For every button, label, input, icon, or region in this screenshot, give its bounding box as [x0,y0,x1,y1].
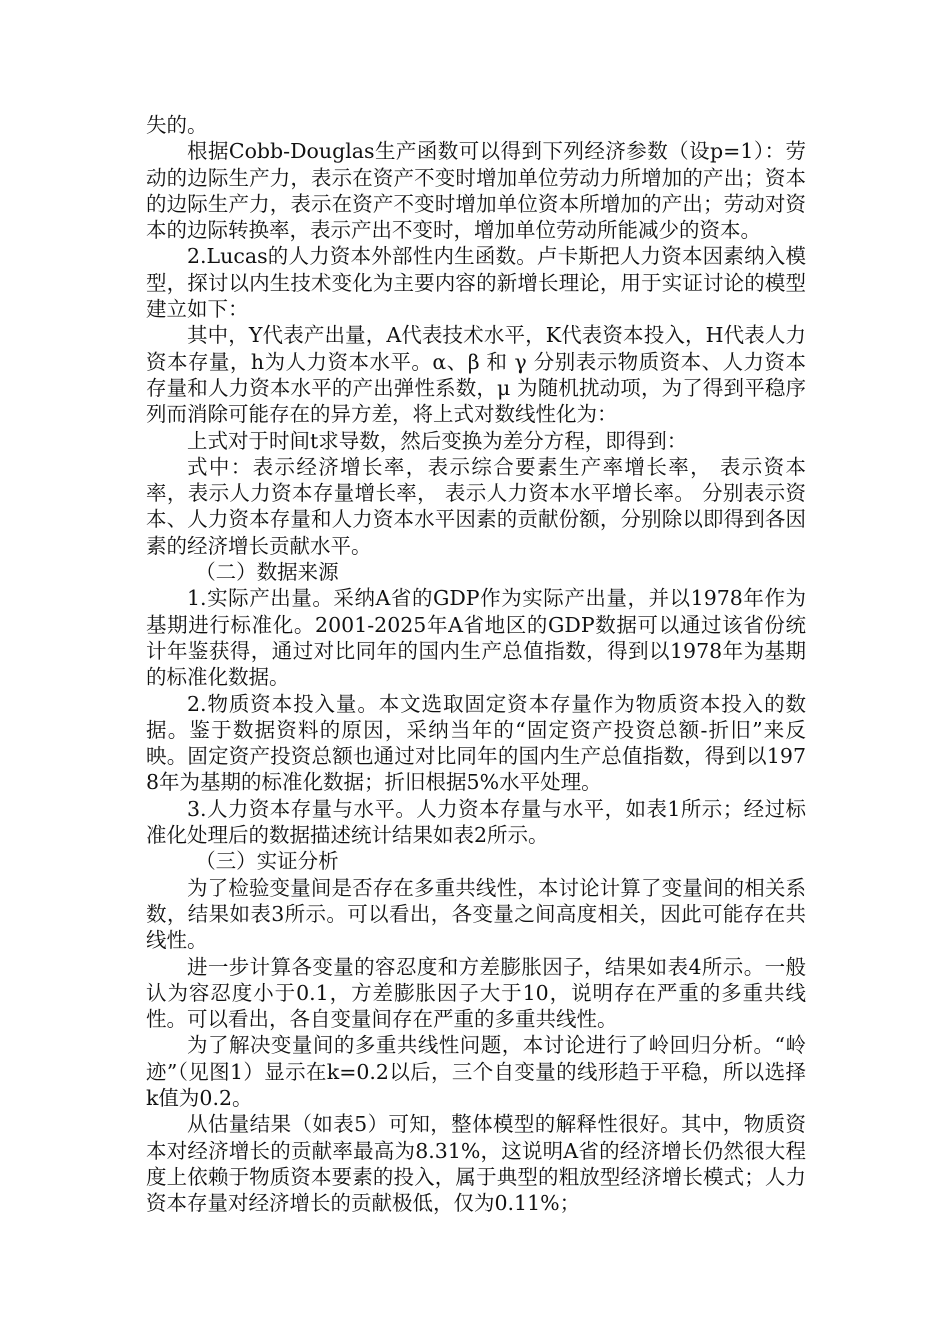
section-heading: （三）实证分析 [195,849,339,874]
paragraph: 3.人力资本存量与水平。人力资本存量与水平，如表1所示；经过标准化处理后的数据描述统计结果如表2所示。 [146,796,806,848]
paragraph: 2.Lucas的人力资本外部性内生函数。卢卡斯把人力资本因素纳入模型，探讨以内生技术变化为主要内容的新增长理论，用于实证讨论的模型建立如下： [146,244,806,322]
paragraph: 其中，Y代表产出量，A代表技术水平，K代表资本投入，H代表人力资本存量，h为人力资本水平。α、β 和 γ 分别表示物质资本、人力资本存量和人力资本水平的产出弹性系数，μ 为随机扰动项，为了得到平稳序列而消除可能存在的异方差，将上式对数线性化为： [146,323,806,427]
paragraph: 式中：表示经济增长率，表示综合要素生产率增长率， 表示资本率，表示人力资本存量增长率， 表示人力资本水平增长率。 分别表示资本、人力资本存量和人力资本水平因素的贡献份额，分别除以即得到各因素的经济增长贡献水平。 [146,454,806,558]
paragraph: 进一步计算各变量的容忍度和方差膨胀因子，结果如表4所示。一般认为容忍度小于0.1，方差膨胀因子大于10，说明存在严重的多重共线性。可以看出，各自变量间存在严重的多重共线性。 [146,954,806,1032]
document-body [146,112,806,1216]
paragraph: 2.物质资本投入量。本文选取固定资本存量作为物质资本投入的数据。鉴于数据资料的原因，采纳当年的“固定资产投资总额-折旧”来反映。固定资产投资总额也通过对比同年的国内生产总值指数，得到以1978年为基期的标准化数据；折旧根据5%水平处理。 [146,691,806,795]
paragraph: 从估量结果（如表5）可知，整体模型的解释性很好。其中，物质资本对经济增长的贡献率最高为8.31%，这说明A省的经济增长仍然很大程度上依赖于物质资本要素的投入，属于典型的粗放型经济增长模式；人力资本存量对经济增长的贡献极低，仅为0.11%； [146,1112,806,1216]
section-heading: （二）数据来源 [195,560,339,585]
paragraph: 为了检验变量间是否存在多重共线性，本讨论计算了变量间的相关系数，结果如表3所示。可以看出，各变量之间高度相关，因此可能存在共线性。 [146,875,806,953]
paragraph: 上式对于时间t求导数，然后变换为差分方程，即得到： [187,428,688,453]
paragraph: 为了解决变量间的多重共线性问题，本讨论进行了岭回归分析。“岭迹”（见图1）显示在k=0.2以后，三个自变量的线形趋于平稳，所以选择k值为0.2。 [146,1033,806,1110]
paragraph: 失的。 [146,113,208,137]
paragraph: 根据Cobb-Douglas生产函数可以得到下列经济参数（设p=1）：劳动的边际生产力，表示在资产不变时增加单位劳动力所增加的产出；资本的边际生产力，表示在资产不变时增加单位资本所增加的产出；劳动对资本的边际转换率，表示产出不变时，增加单位劳动所能减少的资本。 [146,139,806,243]
paragraph: 1.实际产出量。采纳A省的GDP作为实际产出量，并以1978年作为基期进行标准化。2001-2025年A省地区的GDP数据可以通过该省份统计年鉴获得，通过对比同年的国内生产总值指数，得到以1978年为基期的标准化数据。 [146,586,806,690]
